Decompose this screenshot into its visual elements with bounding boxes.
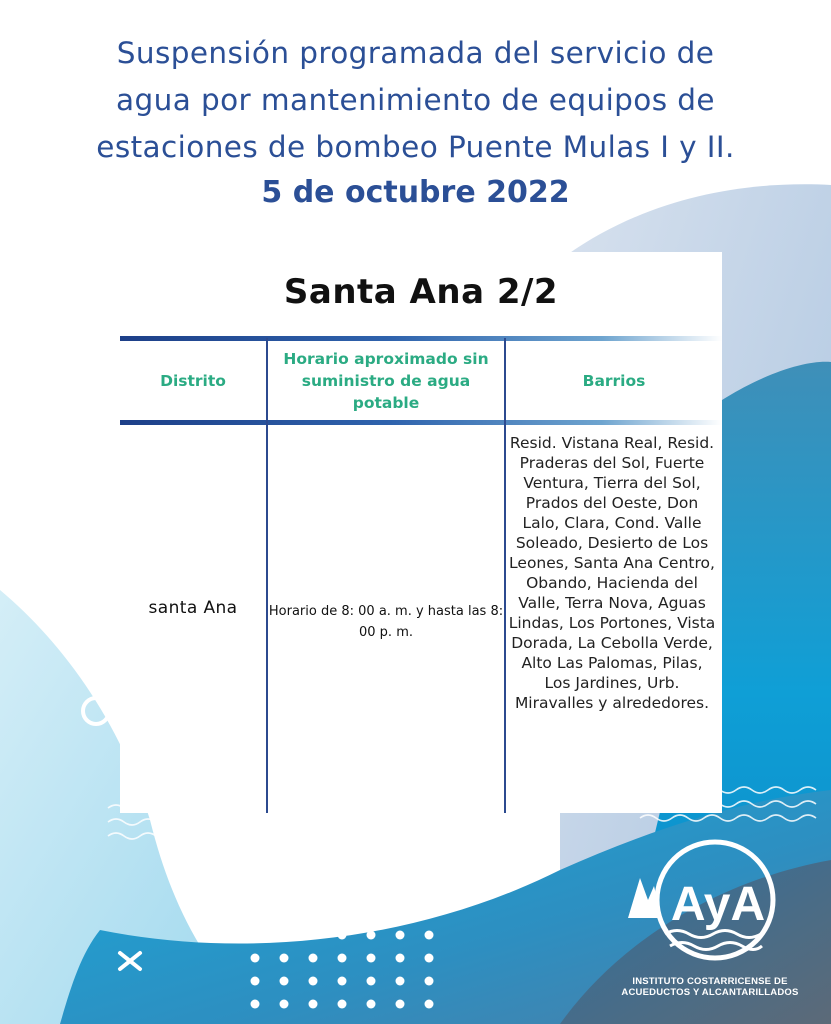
schedule-table-panel [120,252,722,813]
dot [338,931,347,940]
cell-schedule: Horario de 8: 00 a. m. y hasta las 8: 00 p. m. [268,604,504,640]
dot [280,977,289,986]
dot [367,977,376,986]
heading-date: 5 de octubre 2022 [261,175,570,210]
logo-mark: AyA [670,878,766,931]
column-header-district: Distrito [160,371,226,390]
column-header-neighborhoods: Barrios [582,371,646,390]
dot [309,1000,318,1009]
circle-ring-icon [440,833,474,867]
dot [338,954,347,963]
dot [280,1000,289,1009]
dot [396,931,405,940]
announcement-heading [0,30,831,215]
dot [338,977,347,986]
logo-caption-line-1: INSTITUTO COSTARRICENSE DE [632,976,788,987]
dot [425,954,434,963]
cell-neighborhoods: Resid. Vistana Real, Resid. Praderas del Sol, Fuerte Ventura, Tierra del Sol, Prados del Oeste, Don Lalo, Clara, Cond. Valle Soleado, Desierto de Los Leones, Santa Ana Centro, Obando, Hacienda del Valle, Terra Nova, Aguas Lindas, Los Portones, Vista Dorada, La Cebolla Verde, Alto Las Palomas, Pilas, Los Jardines, Urb. Miravalles y alrededores. [508,434,716,712]
cell-district: santa Ana [148,598,238,618]
dot [338,1000,347,1009]
dot [396,1000,405,1009]
dot [367,1000,376,1009]
heading-line-1: Suspensión programada del servicio de [116,36,715,70]
dot [251,977,260,986]
dot [309,954,318,963]
dot [367,954,376,963]
dot [309,931,318,940]
dot [309,977,318,986]
dot [367,931,376,940]
logo-caption [600,976,820,998]
dot [425,1000,434,1009]
dot [425,977,434,986]
column-header-schedule: Horario aproximado sin suministro de agua potable [283,349,489,412]
dot [396,977,405,986]
dot [251,931,260,940]
table-title: Santa Ana 2/2 [283,272,559,312]
dot [280,931,289,940]
logo-caption-line-2: ACUEDUCTOS Y ALCANTARILLADOS [621,987,799,998]
dot [251,1000,260,1009]
dot [280,954,289,963]
dot [396,954,405,963]
table-header-rule [120,420,722,425]
heading-line-3: estaciones de bombeo Puente Mulas I y II. [96,130,735,164]
heading-line-2: agua por mantenimiento de equipos de [116,83,715,117]
dot [425,931,434,940]
dot [251,954,260,963]
aya-logo [610,838,810,968]
